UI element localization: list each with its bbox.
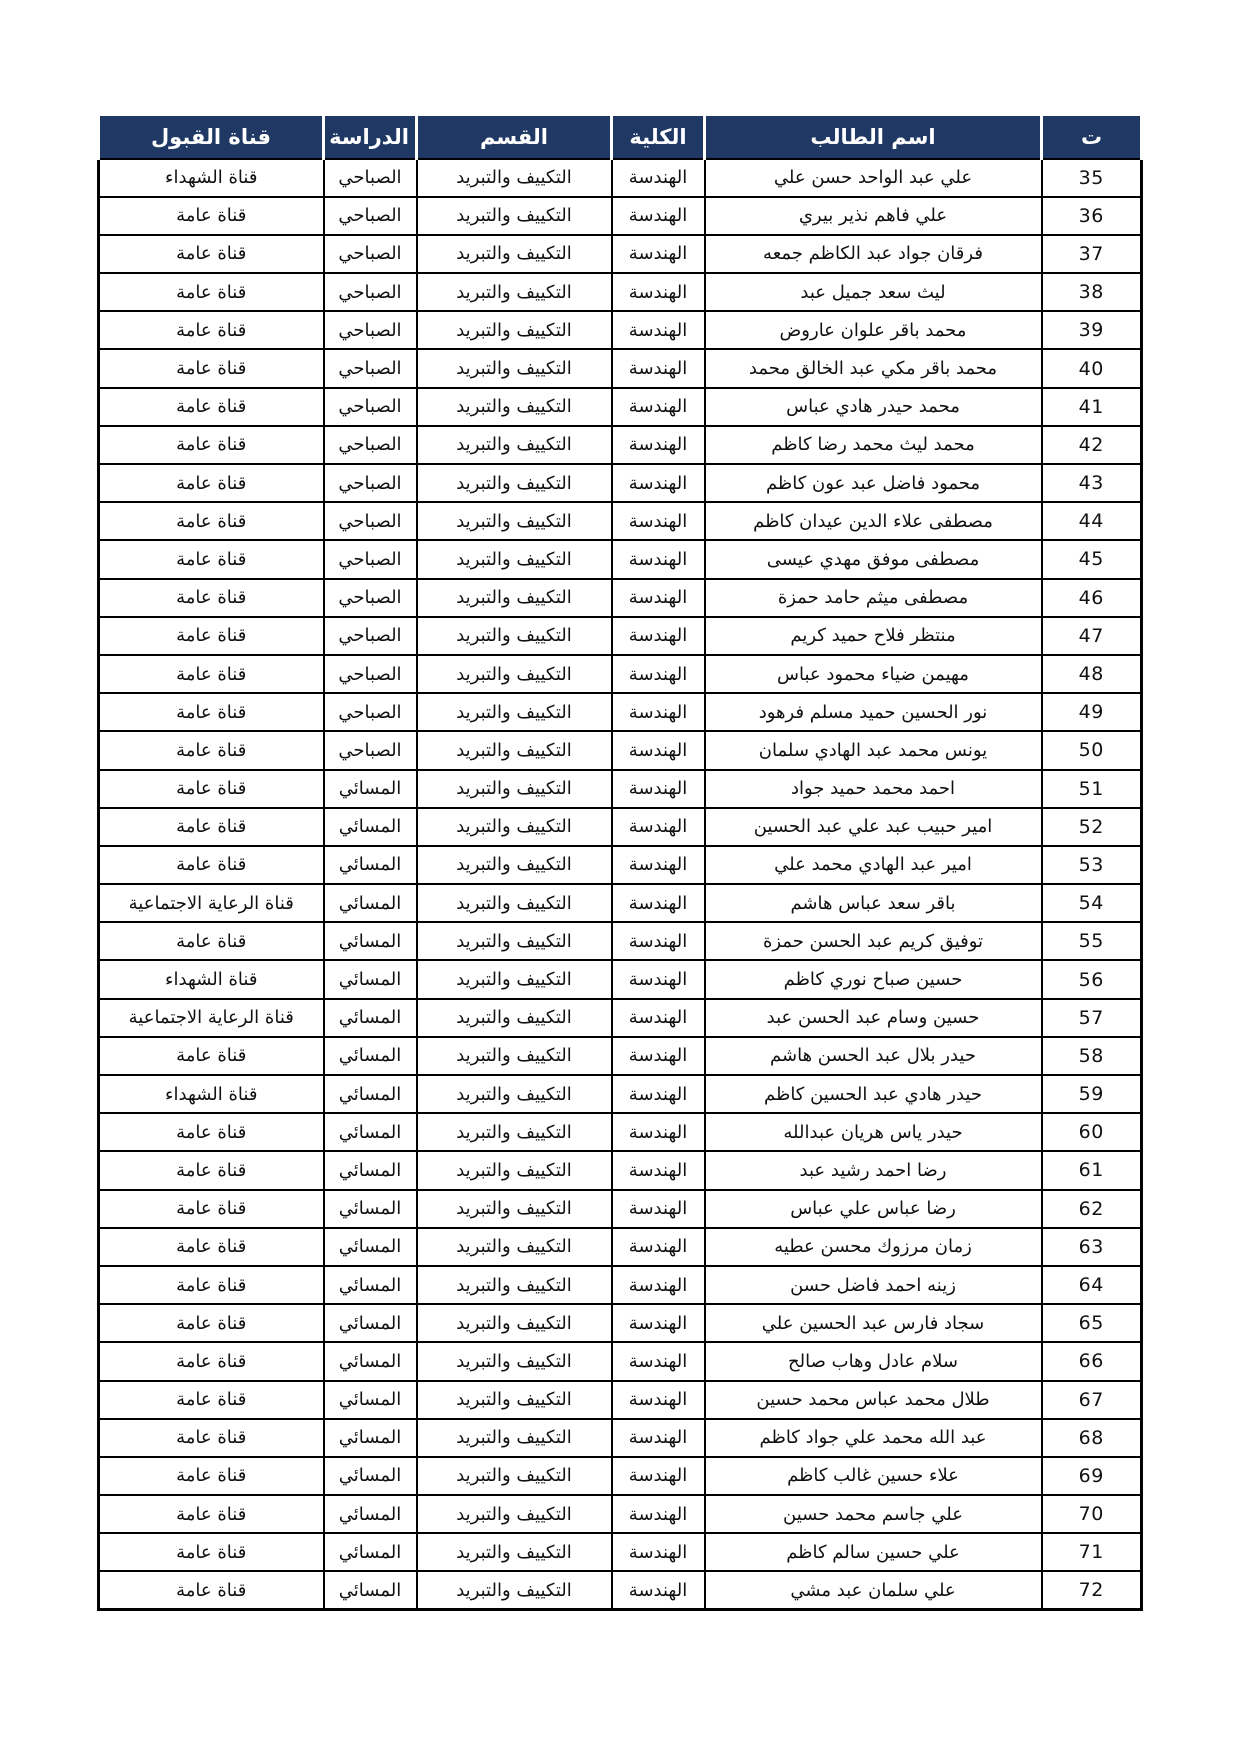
cell-college: الهندسة xyxy=(612,1495,705,1533)
cell-admission-channel: قناة عامة xyxy=(99,655,324,693)
table-row xyxy=(99,922,1142,960)
cell-study-type: المسائي xyxy=(324,846,417,884)
cell-number: 52 xyxy=(1042,808,1142,846)
cell-student-name: توفيق كريم عبد الحسن حمزة xyxy=(705,922,1042,960)
cell-number: 62 xyxy=(1042,1190,1142,1228)
cell-number: 57 xyxy=(1042,999,1142,1037)
cell-admission-channel: قناة عامة xyxy=(99,922,324,960)
table-row xyxy=(99,235,1142,273)
cell-number: 36 xyxy=(1042,197,1142,235)
cell-study-type: المسائي xyxy=(324,1342,417,1380)
cell-number: 48 xyxy=(1042,655,1142,693)
cell-number: 45 xyxy=(1042,540,1142,578)
cell-student-name: باقر سعد عباس هاشم xyxy=(705,884,1042,922)
cell-department: التكييف والتبريد xyxy=(417,1190,612,1228)
table-row xyxy=(99,1190,1142,1228)
cell-department: التكييف والتبريد xyxy=(417,1419,612,1457)
cell-department: التكييف والتبريد xyxy=(417,655,612,693)
cell-student-name: رضا احمد رشيد عبد xyxy=(705,1151,1042,1189)
cell-department: التكييف والتبريد xyxy=(417,1037,612,1075)
cell-number: 70 xyxy=(1042,1495,1142,1533)
table-row xyxy=(99,617,1142,655)
cell-department: التكييف والتبريد xyxy=(417,311,612,349)
cell-department: التكييف والتبريد xyxy=(417,1533,612,1571)
table-row xyxy=(99,1342,1142,1380)
cell-study-type: الصباحي xyxy=(324,311,417,349)
cell-study-type: الصباحي xyxy=(324,159,417,197)
cell-student-name: مهيمن ضياء محمود عباس xyxy=(705,655,1042,693)
cell-student-name: امير حبيب عبد علي عبد الحسين xyxy=(705,808,1042,846)
cell-number: 61 xyxy=(1042,1151,1142,1189)
cell-college: الهندسة xyxy=(612,1457,705,1495)
cell-student-name: علي سلمان عبد مشي xyxy=(705,1571,1042,1609)
cell-study-type: المسائي xyxy=(324,999,417,1037)
cell-student-name: ليث سعد جميل عبد xyxy=(705,273,1042,311)
cell-study-type: المسائي xyxy=(324,922,417,960)
cell-study-type: الصباحي xyxy=(324,197,417,235)
cell-admission-channel: قناة عامة xyxy=(99,502,324,540)
cell-admission-channel: قناة الرعاية الاجتماعية xyxy=(99,884,324,922)
cell-student-name: سلام عادل وهاب صالح xyxy=(705,1342,1042,1380)
cell-department: التكييف والتبريد xyxy=(417,579,612,617)
cell-college: الهندسة xyxy=(612,540,705,578)
table-row xyxy=(99,1075,1142,1113)
table-row xyxy=(99,273,1142,311)
cell-college: الهندسة xyxy=(612,731,705,769)
cell-college: الهندسة xyxy=(612,1419,705,1457)
table-row xyxy=(99,999,1142,1037)
cell-number: 65 xyxy=(1042,1304,1142,1342)
cell-admission-channel: قناة عامة xyxy=(99,1190,324,1228)
cell-department: التكييف والتبريد xyxy=(417,388,612,426)
cell-admission-channel: قناة عامة xyxy=(99,808,324,846)
cell-college: الهندسة xyxy=(612,1151,705,1189)
cell-college: الهندسة xyxy=(612,159,705,197)
table-row xyxy=(99,1037,1142,1075)
cell-student-name: محمود فاضل عبد عون كاظم xyxy=(705,464,1042,502)
cell-department: التكييف والتبريد xyxy=(417,426,612,464)
table-row xyxy=(99,159,1142,197)
cell-student-name: محمد حيدر هادي عباس xyxy=(705,388,1042,426)
cell-department: التكييف والتبريد xyxy=(417,884,612,922)
table-row xyxy=(99,1495,1142,1533)
cell-student-name: رضا عباس علي عباس xyxy=(705,1190,1042,1228)
cell-study-type: الصباحي xyxy=(324,235,417,273)
cell-study-type: المسائي xyxy=(324,1151,417,1189)
cell-study-type: الصباحي xyxy=(324,502,417,540)
cell-college: الهندسة xyxy=(612,464,705,502)
cell-admission-channel: قناة عامة xyxy=(99,846,324,884)
cell-number: 39 xyxy=(1042,311,1142,349)
cell-number: 68 xyxy=(1042,1419,1142,1457)
cell-college: الهندسة xyxy=(612,617,705,655)
cell-student-name: مصطفى علاء الدين عيدان كاظم xyxy=(705,502,1042,540)
cell-college: الهندسة xyxy=(612,922,705,960)
cell-student-name: علي حسين سالم كاظم xyxy=(705,1533,1042,1571)
cell-college: الهندسة xyxy=(612,1304,705,1342)
cell-department: التكييف والتبريد xyxy=(417,273,612,311)
cell-student-name: طلال محمد عباس محمد حسين xyxy=(705,1381,1042,1419)
cell-college: الهندسة xyxy=(612,1266,705,1304)
cell-number: 51 xyxy=(1042,770,1142,808)
cell-department: التكييف والتبريد xyxy=(417,693,612,731)
cell-number: 56 xyxy=(1042,960,1142,998)
header-number: ت xyxy=(1042,115,1142,159)
cell-admission-channel: قناة عامة xyxy=(99,464,324,502)
table-row xyxy=(99,1113,1142,1151)
cell-student-name: مصطفى موفق مهدي عيسى xyxy=(705,540,1042,578)
cell-study-type: الصباحي xyxy=(324,464,417,502)
cell-admission-channel: قناة عامة xyxy=(99,617,324,655)
cell-number: 60 xyxy=(1042,1113,1142,1151)
cell-department: التكييف والتبريد xyxy=(417,770,612,808)
cell-number: 44 xyxy=(1042,502,1142,540)
cell-study-type: المسائي xyxy=(324,1113,417,1151)
cell-number: 43 xyxy=(1042,464,1142,502)
cell-study-type: الصباحي xyxy=(324,540,417,578)
table-row xyxy=(99,1533,1142,1571)
cell-department: التكييف والتبريد xyxy=(417,1228,612,1266)
table-row xyxy=(99,1381,1142,1419)
cell-number: 59 xyxy=(1042,1075,1142,1113)
cell-study-type: المسائي xyxy=(324,1457,417,1495)
table-row xyxy=(99,197,1142,235)
cell-student-name: امير عبد الهادي محمد علي xyxy=(705,846,1042,884)
cell-college: الهندسة xyxy=(612,693,705,731)
cell-admission-channel: قناة عامة xyxy=(99,349,324,387)
cell-department: التكييف والتبريد xyxy=(417,1342,612,1380)
cell-number: 67 xyxy=(1042,1381,1142,1419)
cell-college: الهندسة xyxy=(612,1571,705,1609)
cell-student-name: علي عبد الواحد حسن علي xyxy=(705,159,1042,197)
cell-admission-channel: قناة عامة xyxy=(99,1228,324,1266)
table-row xyxy=(99,502,1142,540)
cell-department: التكييف والتبريد xyxy=(417,1151,612,1189)
cell-department: التكييف والتبريد xyxy=(417,1304,612,1342)
cell-number: 46 xyxy=(1042,579,1142,617)
cell-student-name: محمد ليث محمد رضا كاظم xyxy=(705,426,1042,464)
cell-student-name: يونس محمد عبد الهادي سلمان xyxy=(705,731,1042,769)
cell-college: الهندسة xyxy=(612,579,705,617)
cell-study-type: المسائي xyxy=(324,1495,417,1533)
cell-study-type: المسائي xyxy=(324,960,417,998)
cell-study-type: المسائي xyxy=(324,1533,417,1571)
cell-department: التكييف والتبريد xyxy=(417,808,612,846)
header-row xyxy=(99,115,1142,159)
cell-student-name: احمد محمد حميد جواد xyxy=(705,770,1042,808)
cell-college: الهندسة xyxy=(612,1381,705,1419)
table-row xyxy=(99,349,1142,387)
table-row xyxy=(99,311,1142,349)
cell-study-type: الصباحي xyxy=(324,731,417,769)
cell-admission-channel: قناة الشهداء xyxy=(99,1075,324,1113)
cell-department: التكييف والتبريد xyxy=(417,1113,612,1151)
cell-college: الهندسة xyxy=(612,808,705,846)
cell-number: 64 xyxy=(1042,1266,1142,1304)
cell-department: التكييف والتبريد xyxy=(417,159,612,197)
cell-study-type: المسائي xyxy=(324,1075,417,1113)
cell-number: 50 xyxy=(1042,731,1142,769)
table-row xyxy=(99,846,1142,884)
cell-admission-channel: قناة عامة xyxy=(99,311,324,349)
table-row xyxy=(99,770,1142,808)
cell-department: التكييف والتبريد xyxy=(417,960,612,998)
header-student-name: اسم الطالب xyxy=(705,115,1042,159)
cell-student-name: حيدر هادي عبد الحسين كاظم xyxy=(705,1075,1042,1113)
cell-study-type: الصباحي xyxy=(324,426,417,464)
table-row xyxy=(99,1571,1142,1609)
cell-number: 42 xyxy=(1042,426,1142,464)
cell-study-type: المسائي xyxy=(324,1266,417,1304)
cell-study-type: المسائي xyxy=(324,1571,417,1609)
cell-admission-channel: قناة عامة xyxy=(99,731,324,769)
cell-college: الهندسة xyxy=(612,884,705,922)
cell-study-type: الصباحي xyxy=(324,388,417,426)
table-row xyxy=(99,579,1142,617)
cell-college: الهندسة xyxy=(612,999,705,1037)
cell-number: 41 xyxy=(1042,388,1142,426)
cell-admission-channel: قناة عامة xyxy=(99,1151,324,1189)
cell-admission-channel: قناة عامة xyxy=(99,197,324,235)
cell-admission-channel: قناة عامة xyxy=(99,1533,324,1571)
cell-student-name: مصطفى ميثم حامد حمزة xyxy=(705,579,1042,617)
cell-college: الهندسة xyxy=(612,1037,705,1075)
cell-college: الهندسة xyxy=(612,960,705,998)
cell-number: 47 xyxy=(1042,617,1142,655)
cell-study-type: المسائي xyxy=(324,1419,417,1457)
cell-college: الهندسة xyxy=(612,1342,705,1380)
cell-student-name: عبد الله محمد علي جواد كاظم xyxy=(705,1419,1042,1457)
cell-admission-channel: قناة عامة xyxy=(99,540,324,578)
cell-department: التكييف والتبريد xyxy=(417,617,612,655)
cell-admission-channel: قناة عامة xyxy=(99,1571,324,1609)
cell-study-type: المسائي xyxy=(324,1304,417,1342)
cell-admission-channel: قناة الشهداء xyxy=(99,960,324,998)
cell-study-type: المسائي xyxy=(324,1228,417,1266)
cell-number: 35 xyxy=(1042,159,1142,197)
cell-admission-channel: قناة الشهداء xyxy=(99,159,324,197)
cell-admission-channel: قناة عامة xyxy=(99,770,324,808)
cell-student-name: حسين وسام عبد الحسن عبد xyxy=(705,999,1042,1037)
cell-department: التكييف والتبريد xyxy=(417,540,612,578)
cell-department: التكييف والتبريد xyxy=(417,197,612,235)
cell-college: الهندسة xyxy=(612,1075,705,1113)
cell-admission-channel: قناة عامة xyxy=(99,1381,324,1419)
cell-student-name: حيدر بلال عبد الحسن هاشم xyxy=(705,1037,1042,1075)
cell-college: الهندسة xyxy=(612,770,705,808)
cell-number: 71 xyxy=(1042,1533,1142,1571)
cell-number: 38 xyxy=(1042,273,1142,311)
cell-admission-channel: قناة عامة xyxy=(99,1342,324,1380)
cell-department: التكييف والتبريد xyxy=(417,922,612,960)
header-admission-channel: قناة القبول xyxy=(99,115,324,159)
table-row xyxy=(99,1457,1142,1495)
table-row xyxy=(99,808,1142,846)
table-row xyxy=(99,540,1142,578)
cell-admission-channel: قناة عامة xyxy=(99,693,324,731)
cell-study-type: المسائي xyxy=(324,1037,417,1075)
cell-college: الهندسة xyxy=(612,502,705,540)
cell-admission-channel: قناة عامة xyxy=(99,235,324,273)
table-row xyxy=(99,1419,1142,1457)
cell-study-type: المسائي xyxy=(324,1190,417,1228)
header-study-type: الدراسة xyxy=(324,115,417,159)
table-body xyxy=(99,159,1142,1610)
cell-admission-channel: قناة عامة xyxy=(99,273,324,311)
cell-department: التكييف والتبريد xyxy=(417,1495,612,1533)
table-row xyxy=(99,960,1142,998)
cell-number: 69 xyxy=(1042,1457,1142,1495)
cell-college: الهندسة xyxy=(612,273,705,311)
cell-college: الهندسة xyxy=(612,426,705,464)
cell-admission-channel: قناة عامة xyxy=(99,1495,324,1533)
cell-admission-channel: قناة عامة xyxy=(99,579,324,617)
cell-study-type: الصباحي xyxy=(324,617,417,655)
cell-student-name: علي جاسم محمد حسين xyxy=(705,1495,1042,1533)
cell-department: التكييف والتبريد xyxy=(417,1457,612,1495)
cell-admission-channel: قناة عامة xyxy=(99,1419,324,1457)
cell-college: الهندسة xyxy=(612,349,705,387)
cell-number: 54 xyxy=(1042,884,1142,922)
cell-study-type: الصباحي xyxy=(324,579,417,617)
cell-student-name: حيدر ياس هريان عبدالله xyxy=(705,1113,1042,1151)
cell-student-name: فرقان جواد عبد الكاظم جمعه xyxy=(705,235,1042,273)
cell-number: 72 xyxy=(1042,1571,1142,1609)
cell-study-type: المسائي xyxy=(324,770,417,808)
table-row xyxy=(99,693,1142,731)
cell-admission-channel: قناة عامة xyxy=(99,1037,324,1075)
cell-department: التكييف والتبريد xyxy=(417,235,612,273)
cell-number: 37 xyxy=(1042,235,1142,273)
cell-college: الهندسة xyxy=(612,1533,705,1571)
cell-study-type: المسائي xyxy=(324,1381,417,1419)
cell-department: التكييف والتبريد xyxy=(417,731,612,769)
cell-admission-channel: قناة عامة xyxy=(99,426,324,464)
cell-student-name: محمد باقر مكي عبد الخالق محمد xyxy=(705,349,1042,387)
cell-department: التكييف والتبريد xyxy=(417,999,612,1037)
table-row xyxy=(99,1151,1142,1189)
table-row xyxy=(99,1228,1142,1266)
table-row xyxy=(99,1304,1142,1342)
table-row xyxy=(99,426,1142,464)
cell-college: الهندسة xyxy=(612,1190,705,1228)
cell-number: 53 xyxy=(1042,846,1142,884)
cell-number: 55 xyxy=(1042,922,1142,960)
cell-department: التكييف والتبريد xyxy=(417,846,612,884)
cell-department: التكييف والتبريد xyxy=(417,502,612,540)
cell-department: التكييف والتبريد xyxy=(417,349,612,387)
header-college: الكلية xyxy=(612,115,705,159)
table-header xyxy=(99,115,1142,159)
cell-admission-channel: قناة عامة xyxy=(99,388,324,426)
table-row xyxy=(99,388,1142,426)
cell-study-type: المسائي xyxy=(324,884,417,922)
cell-department: التكييف والتبريد xyxy=(417,464,612,502)
cell-admission-channel: قناة عامة xyxy=(99,1266,324,1304)
cell-study-type: الصباحي xyxy=(324,655,417,693)
cell-college: الهندسة xyxy=(612,311,705,349)
cell-department: التكييف والتبريد xyxy=(417,1075,612,1113)
cell-student-name: زمان مرزوك محسن عطيه xyxy=(705,1228,1042,1266)
cell-college: الهندسة xyxy=(612,388,705,426)
cell-study-type: المسائي xyxy=(324,808,417,846)
cell-number: 66 xyxy=(1042,1342,1142,1380)
cell-student-name: علاء حسين غالب كاظم xyxy=(705,1457,1042,1495)
cell-college: الهندسة xyxy=(612,197,705,235)
table-row xyxy=(99,1266,1142,1304)
header-department: القسم xyxy=(417,115,612,159)
cell-department: التكييف والتبريد xyxy=(417,1381,612,1419)
cell-college: الهندسة xyxy=(612,1113,705,1151)
cell-college: الهندسة xyxy=(612,235,705,273)
cell-college: الهندسة xyxy=(612,846,705,884)
cell-number: 63 xyxy=(1042,1228,1142,1266)
cell-college: الهندسة xyxy=(612,655,705,693)
table-row xyxy=(99,464,1142,502)
cell-student-name: سجاد فارس عبد الحسين علي xyxy=(705,1304,1042,1342)
cell-admission-channel: قناة عامة xyxy=(99,1113,324,1151)
cell-department: التكييف والتبريد xyxy=(417,1571,612,1609)
cell-college: الهندسة xyxy=(612,1228,705,1266)
cell-student-name: محمد باقر علوان عاروض xyxy=(705,311,1042,349)
cell-study-type: الصباحي xyxy=(324,273,417,311)
cell-student-name: منتظر فلاح حميد كريم xyxy=(705,617,1042,655)
cell-admission-channel: قناة الرعاية الاجتماعية xyxy=(99,999,324,1037)
cell-study-type: الصباحي xyxy=(324,693,417,731)
table-row xyxy=(99,731,1142,769)
table-row xyxy=(99,884,1142,922)
students-table xyxy=(97,113,1143,1611)
cell-number: 49 xyxy=(1042,693,1142,731)
cell-student-name: حسين صباح نوري كاظم xyxy=(705,960,1042,998)
cell-student-name: علي فاهم نذير بيري xyxy=(705,197,1042,235)
cell-department: التكييف والتبريد xyxy=(417,1266,612,1304)
cell-number: 40 xyxy=(1042,349,1142,387)
cell-student-name: نور الحسين حميد مسلم فرهود xyxy=(705,693,1042,731)
cell-study-type: الصباحي xyxy=(324,349,417,387)
table-row xyxy=(99,655,1142,693)
cell-student-name: زينه احمد فاضل حسن xyxy=(705,1266,1042,1304)
cell-number: 58 xyxy=(1042,1037,1142,1075)
cell-admission-channel: قناة عامة xyxy=(99,1457,324,1495)
cell-admission-channel: قناة عامة xyxy=(99,1304,324,1342)
